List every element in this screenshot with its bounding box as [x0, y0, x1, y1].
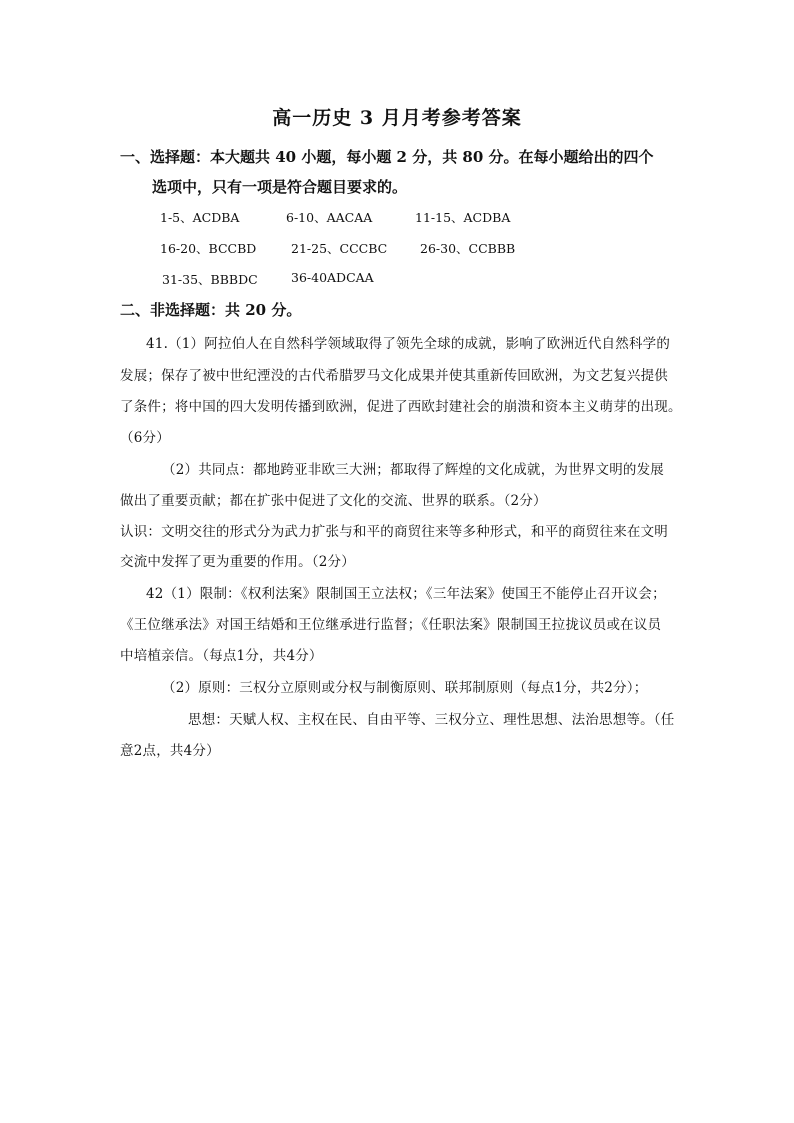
- q42-part1-line: 《王位继承法》对国王结婚和王位继承进行监督；《任职法案》限制国王拉拢议员或在议员: [120, 617, 662, 633]
- q41-part1-line: 发展；保存了被中世纪湮没的古代希腊罗马文化成果并使其重新传回欧洲，为文艺复兴提供: [120, 368, 668, 384]
- section1-heading-continued: 选项中，只有一项是符合题目要求的。: [152, 178, 408, 196]
- q41-part1-line: 了条件；将中国的四大发明传播到欧洲，促进了西欧封建社会的崩溃和资本主义萌芽的出现。: [120, 399, 682, 415]
- section1-heading: 一、选择题：本大题共 40 小题，每小题 2 分，共 80 分。在每小题给出的四个: [120, 148, 654, 166]
- answer-group: 26-30、CCBBB: [420, 241, 516, 256]
- page-title: 高一历史 3 月月考参考答案: [272, 107, 522, 129]
- q41-part2-line: 认识：文明交往的形式分为武力扩张与和平的商贸往来等多种形式，和平的商贸往来在文明: [120, 524, 668, 540]
- q41-part1-line: 41.（1）阿拉伯人在自然科学领域取得了领先全球的成就，影响了欧洲近代自然科学的: [146, 336, 671, 352]
- answer-group: 21-25、CCCBC: [291, 241, 388, 256]
- answer-group: 6-10、AACAA: [286, 210, 373, 225]
- answer-group: 16-20、BCCBD: [160, 241, 257, 256]
- q41-part2-line: 做出了重要贡献；都在扩张中促进了文化的交流、世界的联系。（2分）: [120, 493, 547, 509]
- section2-heading: 二、非选择题：共 20 分。: [120, 301, 302, 319]
- q41-part1-score: （6分）: [120, 430, 170, 446]
- q42-part2-line: （2）原则：三权分立原则或分权与制衡原则、联邦制原则（每点1分，共2分）；: [162, 680, 648, 696]
- q41-part2-line: 交流中发挥了更为重要的作用。（2分）: [120, 554, 355, 570]
- q42-part1-line: 42（1）限制：《权利法案》限制国王立法权；《三年法案》使国王不能停止召开议会；: [146, 586, 666, 602]
- answer-group: 1-5、ACDBA: [160, 210, 240, 225]
- q42-part1-line: 中培植亲信。（每点1分，共4分）: [120, 648, 323, 664]
- q41-part2-line: （2）共同点：都地跨亚非欧三大洲；都取得了辉煌的文化成就，为世界文明的发展: [162, 462, 664, 478]
- answer-group: 36-40ADCAA: [291, 270, 374, 285]
- answer-group: 11-15、ACDBA: [415, 210, 511, 225]
- q42-part2-line: 意2点，共4分）: [120, 743, 220, 759]
- answer-group: 31-35、BBBDC: [162, 272, 258, 287]
- q42-part2-line: 思想：天赋人权、主权在民、自由平等、三权分立、理性思想、法治思想等。（任: [188, 712, 675, 728]
